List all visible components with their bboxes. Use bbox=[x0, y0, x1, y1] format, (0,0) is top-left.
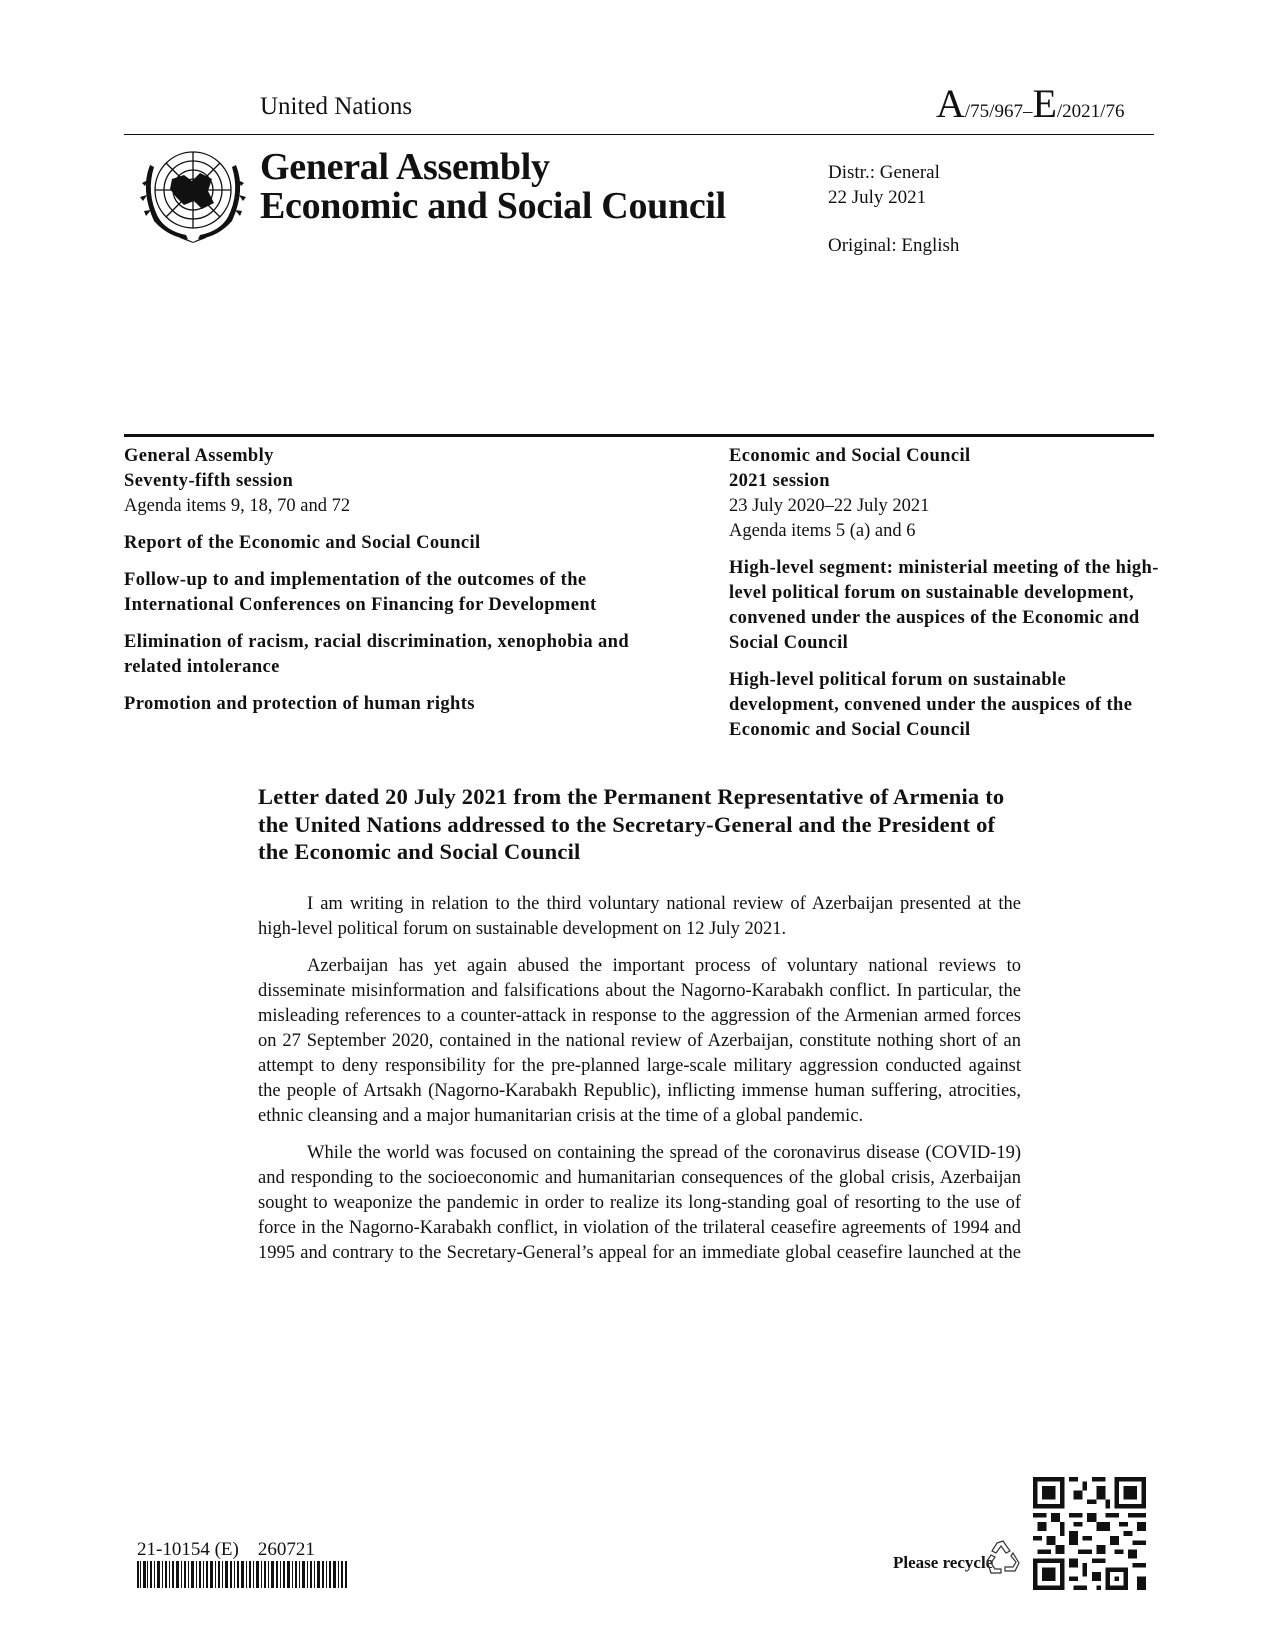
document-symbol bbox=[936, 81, 1125, 133]
header-rule bbox=[124, 134, 1154, 135]
distribution: Distr.: General bbox=[828, 162, 940, 183]
ga-body: General Assembly bbox=[124, 446, 274, 466]
please-recycle-label: Please recycle bbox=[893, 1553, 994, 1572]
paragraph: I am writing in relation to the third voluntary national review of Azerbaijan presented at the high-level political forum on sustainable development on 12 July 2021. bbox=[258, 894, 1021, 939]
issue-date: 22 July 2021 bbox=[828, 187, 927, 208]
symbol-e: E bbox=[1032, 81, 1057, 126]
ga-item-title: Follow-up to and implementation of the outcomes of the International Conferences on Financing for Development bbox=[124, 570, 597, 615]
ecosoc-body: Economic and Social Council bbox=[729, 446, 971, 466]
ecosoc-agenda-items: Agenda items 5 (a) and 6 bbox=[729, 521, 916, 541]
barcode-icon bbox=[137, 1561, 347, 1588]
symbol-e-number: /2021/76 bbox=[1056, 101, 1125, 122]
ecosoc-agenda bbox=[729, 444, 1159, 743]
ga-item-title: Elimination of racism, racial discrimination, xenophobia and related intolerance bbox=[124, 632, 630, 677]
document-number: 21-10154 (E) 260721 bbox=[137, 1539, 315, 1560]
org-name: United Nations bbox=[260, 93, 413, 120]
ecosoc-item-title: High-level political forum on sustainable development, convened under the auspices of the Economic and Social Council bbox=[729, 670, 1133, 740]
ga-item-title: Promotion and protection of human rights bbox=[124, 694, 475, 714]
qr-code-icon bbox=[1032, 1477, 1147, 1590]
organ-titles bbox=[260, 148, 726, 226]
ga-session: Seventy-fifth session bbox=[124, 471, 294, 491]
un-emblem-icon bbox=[134, 145, 252, 243]
original-language: Original: English bbox=[828, 235, 960, 256]
ga-item-title: Report of the Economic and Social Council bbox=[124, 533, 481, 553]
ecosoc-session: 2021 session bbox=[729, 471, 830, 491]
paragraph: While the world was focused on containing the spread of the coronavirus disease (COVID-19) and responding to the socioeconomic and humanitarian consequences of the global crisis, Azerbaijan sought to weaponize the pandemic in order to realize its long-standing goal of resorting to the use of force in the Nagorno-Karabakh conflict, in violation of the trilateral ceasefire agreements of 1994 and 1995 and contrary to the Secretary-General’s appeal for an immediate global ceasefire launched at the bbox=[258, 1143, 1021, 1263]
ecosoc-period: 23 July 2020–22 July 2021 bbox=[729, 496, 930, 516]
letter-body bbox=[258, 892, 1021, 1278]
ga-agenda-items: Agenda items 9, 18, 70 and 72 bbox=[124, 496, 351, 516]
symbol-a-number: /75/967– bbox=[964, 101, 1033, 122]
organ-title-general-assembly: General Assembly bbox=[260, 146, 550, 188]
letter-title: Letter dated 20 July 2021 from the Permanent Representative of Armenia to the United Nations addressed to the Secretary-General and the President of the Economic and Social Council bbox=[258, 784, 1005, 864]
ecosoc-item-title: High-level segment: ministerial meeting of the high-level political forum on sustainable development, convened under the auspices of the Economic and Social Council bbox=[729, 558, 1159, 653]
symbol-a: A bbox=[936, 81, 965, 126]
general-assembly-agenda bbox=[124, 444, 684, 717]
distribution-block bbox=[828, 160, 959, 258]
section-rule bbox=[124, 434, 1154, 437]
organ-title-ecosoc: Economic and Social Council bbox=[260, 185, 726, 227]
recycle-icon bbox=[983, 1539, 1023, 1575]
paragraph: Azerbaijan has yet again abused the important process of voluntary national reviews to disseminate misinformation and falsifications about the Nagorno-Karabakh conflict. In particular, the misleading references to a counter-attack in response to the aggression of the Armenian armed forces on 27 September 2020, contained in the national review of Azerbaijan, constitute nothing short of an attempt to deny responsibility for the pre-planned large-scale military aggression conducted against the people of Artsakh (Nagorno-Karabakh Republic), inflicting immense human suffering, atrocities, ethnic cleansing and a major humanitarian crisis at the time of a global pandemic. bbox=[258, 956, 1021, 1126]
